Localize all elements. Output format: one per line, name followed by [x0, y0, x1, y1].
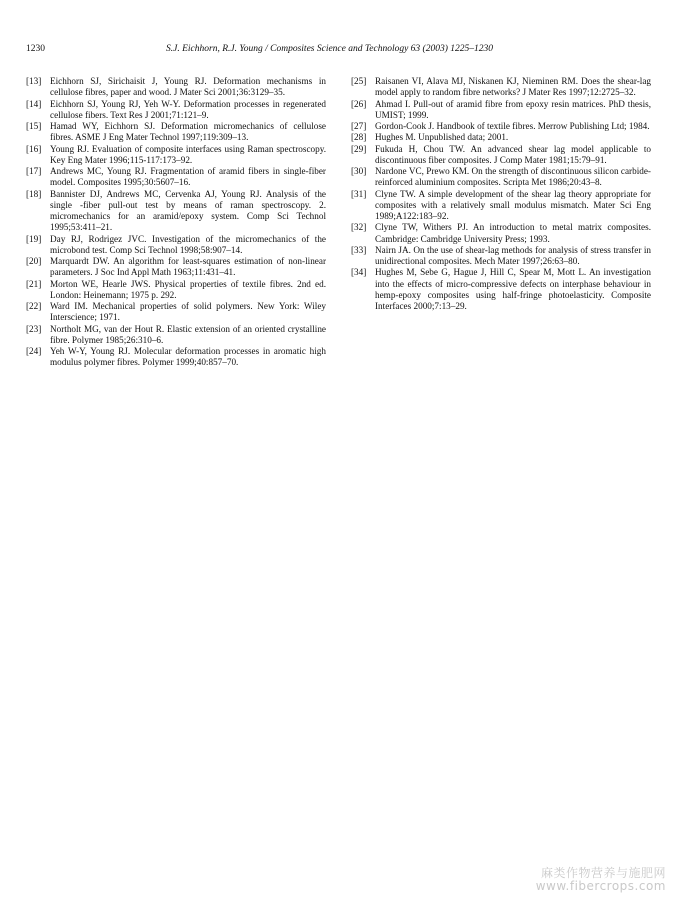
reference-number: [30] [351, 166, 367, 176]
reference-text: Nairn JA. On the use of shear-lag methods for analysis of stress transfer in unidirectional composites. Mech Mater 1997;26:63–80. [375, 244, 651, 266]
reference-text: Yeh W-Y, Young RJ. Molecular deformation processes in aromatic high modulus polymer fibres. Polymer 1999;40:857–70. [50, 346, 326, 368]
reference-number: [23] [26, 323, 42, 334]
reference-number: [25] [351, 76, 367, 86]
reference-item [26, 189, 326, 234]
reference-item [351, 222, 651, 245]
reference-text: Clyne TW. A simple development of the shear lag theory appropriate for composites with a relatively small modulus mismatch. Mater Sci Eng 1989;A122:183–92. [375, 188, 651, 221]
reference-text: Andrews MC, Young RJ. Fragmentation of aramid fibers in single-fiber model. Composites 1995;30:5607–16. [50, 166, 326, 188]
reference-item [351, 76, 651, 99]
reference-item [351, 144, 651, 167]
reference-number: [15] [26, 121, 42, 131]
watermark-chinese-text: 麻类作物营养与施肥网 [540, 866, 666, 880]
reference-text: Marquardt DW. An algorithm for least-squares estimation of non-linear parameters. J Soc Ind Appl Math 1963;11:431–41. [50, 256, 326, 278]
reference-text: Fukuda H, Chou TW. An advanced shear lag model applicable to discontinuous fiber composites. J Comp Mater 1981;15:79–91. [375, 143, 651, 165]
reference-item [351, 245, 651, 268]
reference-item [26, 99, 326, 122]
reference-item [26, 346, 326, 369]
reference-text: Raisanen VI, Alava MJ, Niskanen KJ, Nieminen RM. Does the shear-lag model apply to random fibre networks? J Mater Res 1997;12:2725–32. [375, 76, 651, 98]
reference-text: Clyne TW, Withers PJ. An introduction to metal matrix composites. Cambridge: Cambridge University Press; 1993. [375, 222, 651, 244]
reference-number: [34] [351, 267, 367, 278]
reference-item [26, 121, 326, 144]
reference-text: Young RJ. Evaluation of composite interfaces using Raman spectroscopy. Key Eng Mater 1996;115-117:173–92. [50, 143, 326, 165]
reference-item [351, 132, 651, 143]
reference-item [351, 99, 651, 122]
reference-item [26, 256, 326, 279]
reference-item [26, 76, 326, 99]
reference-item [26, 279, 326, 302]
reference-text: Hughes M, Sebe G, Hague J, Hill C, Spear M, Mott L. An investigation into the effects of micro-compressive defects on interphase behaviour in hemp-epoxy composites using half-fringe photoelasticity. Composite Interfaces 2000;7:13–29. [375, 267, 651, 311]
reference-item [351, 267, 651, 312]
reference-number: [27] [351, 121, 367, 131]
running-title: S.J. Eichhorn, R.J. Young / Composites Science and Technology 63 (2003) 1225–1230 [166, 44, 494, 54]
reference-text: Eichhorn SJ, Sirichaisit J, Young RJ. Deformation mechanisms in cellulose fibres, paper and wood. J Mater Sci 2001;36:3129–35. [50, 76, 326, 98]
reference-number: [18] [26, 188, 42, 199]
reference-number: [16] [26, 143, 42, 154]
reference-item [351, 166, 651, 189]
reference-number: [21] [26, 278, 42, 289]
reference-number: [32] [351, 222, 367, 233]
reference-number: [29] [351, 143, 367, 154]
page-number: 1230 [26, 44, 45, 54]
reference-item [26, 234, 326, 257]
reference-text: Ahmad I. Pull-out of aramid fibre from epoxy resin matrices. PhD thesis, UMIST; 1999. [375, 98, 651, 120]
reference-item [351, 189, 651, 223]
references-left-column [26, 76, 326, 369]
reference-text: Ward IM. Mechanical properties of solid polymers. New York: Wiley Interscience; 1971. [50, 301, 326, 323]
reference-item [26, 301, 326, 324]
references-right-column [351, 76, 651, 312]
reference-text: Eichhorn SJ, Young RJ, Yeh W-Y. Deformation processes in regenerated cellulose fibers. Text Res J 2001;71:121–9. [50, 98, 326, 120]
reference-number: [13] [26, 76, 42, 86]
site-watermark [536, 867, 666, 893]
reference-number: [14] [26, 98, 42, 109]
reference-number: [26] [351, 98, 367, 109]
reference-item [26, 324, 326, 347]
reference-number: [20] [26, 256, 42, 266]
watermark-url: www.fibercrops.com [535, 879, 666, 893]
reference-number: [28] [351, 132, 367, 143]
reference-text: Hamad WY, Eichhorn SJ. Deformation micromechanics of cellulose fibres. ASME J Eng Mater Technol 1997;119:309–13. [50, 121, 326, 143]
reference-number: [31] [351, 188, 367, 199]
reference-text: Northolt MG, van der Hout R. Elastic extension of an oriented crystalline fibre. Polymer 1985;26:310–6. [50, 323, 326, 345]
reference-text: Hughes M. Unpublished data; 2001. [375, 132, 509, 143]
reference-number: [24] [26, 346, 42, 356]
reference-number: [19] [26, 233, 42, 244]
running-header [26, 42, 654, 56]
reference-text: Bannister DJ, Andrews MC, Cervenka AJ, Young RJ. Analysis of the single -fiber pull-out test by means of raman spectroscopy. 2. micromechanics for an aramid/epoxy system. Comp Sci Technol 1995;53:411–21. [50, 188, 326, 233]
reference-number: [17] [26, 166, 42, 176]
reference-text: Morton WE, Hearle JWS. Physical properties of textile fibres. 2nd ed. London: Heinemann; 1975 p. 292. [50, 278, 326, 300]
reference-item [26, 144, 326, 167]
reference-number: [22] [26, 301, 42, 311]
reference-text: Nardone VC, Prewo KM. On the strength of discontinuous silicon carbide-reinforced aluminium composites. Scripta Met 1986;20:43–8. [375, 166, 651, 188]
reference-text: Day RJ, Rodrigez JVC. Investigation of the micromechanics of the microbond test. Comp Sci Technol 1998;58:907–14. [50, 233, 326, 255]
reference-item [351, 121, 651, 132]
reference-item [26, 166, 326, 189]
reference-text: Gordon-Cook J. Handbook of textile fibres. Merrow Publishing Ltd; 1984. [375, 121, 650, 131]
reference-number: [33] [351, 244, 367, 255]
